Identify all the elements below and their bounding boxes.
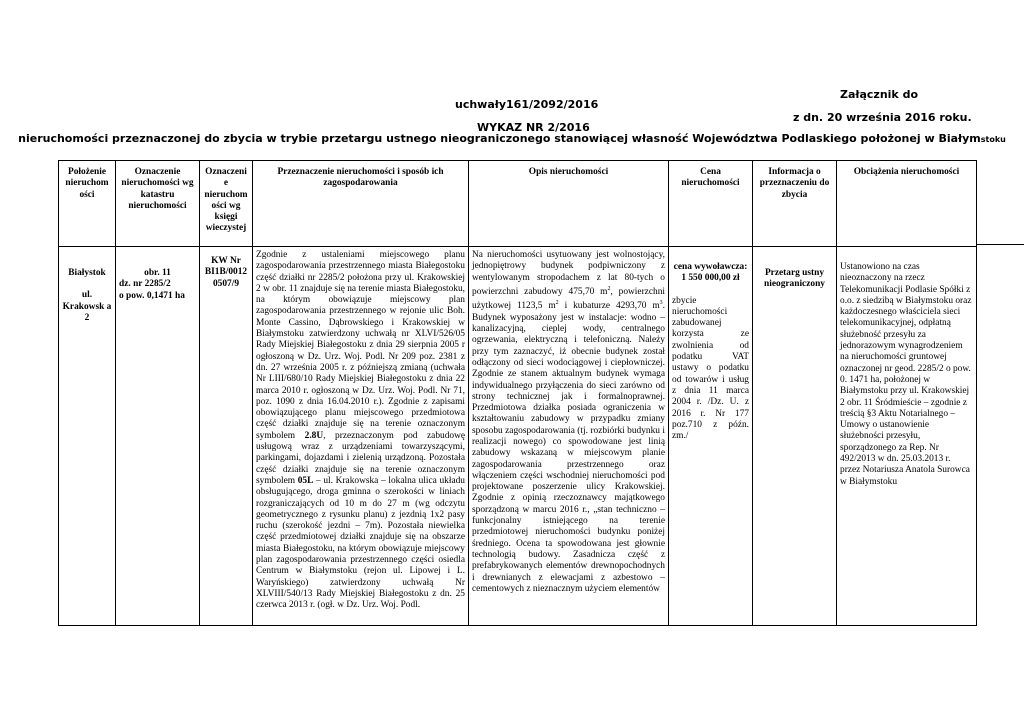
sale-mode: Przetarg ustny nieograniczony	[764, 268, 825, 290]
purpose-symbol-1: 2.8U	[304, 430, 324, 441]
desc-text-2: , powierzchni użytkowej 1123,5 m	[472, 287, 665, 312]
table-edge-rule	[976, 244, 1024, 245]
cell-description	[469, 247, 669, 626]
list-number: WYKAZ NR 2/2016	[477, 121, 590, 134]
col-header-cadastre: Oznaczenie nieruchomości wg katastru nieruchomości	[116, 161, 200, 247]
col-header-description: Opis nieruchomości	[469, 161, 669, 247]
price-value: 1 550 000,00 zł	[681, 273, 740, 284]
cadastre-area: o pow. 0,1471 ha	[119, 290, 185, 301]
purpose-text-1: Zgodnie z ustaleniami miejscowego planu zagospodarowania przestrzennego miasta Białegostoku część działki nr 2285/2 położona przy ul. Krakowskiej 2 w obr. 11 znajduje się na terenie miasta Białegostoku, na którym obowiązuje miejscowy plan zagospodarowania przestrzennego w rejonie ulic Boh. Monte Cassino, Dąbrowskiego i Krakowskiej w Białymstoku zatwierdzony uchwałą nr XLVI/526/05 Rady Miejskiej Białegostoku z dnia 29 sierpnia 2005 r ogłoszoną w Dz. Urz. Woj. Podl. Nr 209 poz. 2381 z dn. 27 września 2005 r. z późniejszą zmianą (uchwała Nr LIII/680/10 Rady Miejskiej Białegostoku z dnia 22 marca 2010 r. ogłoszoną w Dz. Urz. Woj. Podl. Nr 71, poz. 1090 z dnia 16.04.2010 r.). Zgodnie z zapisami obowiązującego planu miejscowego przedmiotowa część działki znajduje się na terenie oznaczonym symbolem	[256, 250, 465, 441]
cell-purpose	[253, 247, 469, 626]
price-vat-note: zbycie nieruchomości zabudowanej korzysta ze zwolnienia od podatku VAT ustawy o podatku od towarów i usług z dnia 11 marca 2004 r. /Dz. U. z 2016 r. Nr 177 poz.710 z późn. zm./	[672, 295, 749, 442]
desc-sup-1: 2	[607, 285, 611, 292]
desc-text-3: i kubaturze 4293,70 m	[558, 301, 660, 312]
purpose-text-2: , przeznaczonym pod zabudowę usługową wraz z urządzeniami towarzyszącymi, parkingami, dojazdami i zielenią urządzoną. Pozostała część działki znajduje się na terenie oznaczonym symbolem	[256, 430, 466, 486]
document-title	[0, 133, 1024, 146]
cell-sale-info	[753, 247, 837, 626]
cell-price	[669, 247, 753, 626]
kw-label: KW Nr	[211, 256, 241, 266]
cadastre-plot: dz. nr 2285/2	[119, 279, 171, 290]
col-header-land-register: Oznaczeni e nieruchom ości wg księgi wieczystej	[200, 161, 253, 247]
title-suffix: stoku	[980, 135, 1006, 144]
location-street: ul. Krakowsk a 2	[62, 290, 112, 323]
attachment-label: Załącznik do	[840, 88, 919, 101]
price-label: cena wywoławcza:	[673, 262, 748, 272]
col-header-sale-info: Informacja o przeznaczeniu do zbycia	[753, 161, 837, 247]
col-header-price: Cena nieruchomości	[669, 161, 753, 247]
table-header-row	[59, 161, 977, 247]
cadastre-precinct: obr. 11	[144, 268, 171, 278]
table-edge-line	[976, 160, 977, 244]
resolution-date: z dn. 20 września 2016 roku.	[793, 111, 972, 124]
property-table	[58, 160, 977, 626]
cell-location	[59, 247, 116, 626]
desc-text-1: Na nieruchomości usytuowany jest wolnostojący, jednopiętrowy budynek podpiwniczony z wentylowanym stropodachem z lat 80-tych o powierzchni zabudowy 475,70 m	[472, 250, 665, 298]
desc-text-4: . Budynek wyposażony jest w instalacje: wodno – kanalizacyjną, cieplej wody, centralnego ogrzewania, elektryczną i telefoniczną. Należy przy tym zaznaczyć, iż obecnie budynek został odłączony od sieci wodociągowej i ciepłowniczej. Zgodnie ze stanem aktualnym budynek wymaga indywidualnego przyłączenia do sieci zarówno od strony technicznej jak i formalnoprawnej. Przedmiotowa działka posiada ograniczenia w kształtowaniu zabudowy w przypadku zmiany sposobu zagospodarowania (tj. rozbiórki budynku i realizacji nowego) co spowodowane jest linią zabudowy wskazaną w miejscowym planie zagospodarowania przestrzennego oraz włączeniem części wschodniej nieruchomości pod projektowane poszerzenie ulicy Krakowskiej. Zgodnie z opinią rzeczoznawcy majątkowego sporządzoną w marcu 2016 r., „stan techniczno – funkcjonalny istniejącego na terenie przedmiotowej nieruchomości budynku poniżej średniego. Ocena ta spowodowana jest głownie technologią budowy. Zasadnicza część z prefabrykowanych elementów drewnopochodnych i drewnianych z elewacjami z azbestowo – cementowych z nieznacznym użyciem elementów	[472, 301, 666, 594]
kw-number: BI1B/0012 0507/9	[204, 267, 248, 289]
resolution-number: uchwały161/2092/2016	[455, 98, 599, 111]
cell-cadastre	[116, 247, 200, 626]
encumbrance-text: Ustanowiono na czas nieoznaczony na rzecz Telekomunikacji Podlasie Spółki z o.o. z siedzibą w Białymstoku oraz każdoczesnego właściciela sieci telekomunikacyjnej, odpłatną służebność przesyłu za jednorazowym wynagrodzeniem na nieruchomości gruntowej oznaczonej nr geod. 2285/2 o pow. 0. 1471 ha, położonej w Białymstoku przy ul. Krakowskiej 2 obr. 11 Śródmieście – zgodnie z treścią §3 Aktu Notarialnego – Umowy o ustanowienie służebności przesyłu, sporządzonego za Rep. Nr 492/2013 w dn. 25.03.2013 r. przez Notariusza Anatola Surowca w Białymstoku	[840, 262, 972, 487]
purpose-text-3: – ul. Krakowska – lokalna ulica układu obsługującego, droga gminna o szerokości w liniach rozgraniczających od 10 m do 27 m (wg odczytu geometrycznego z rysunku planu) z jezdnią 1x2 pasy ruchu (szerokość jezdni – 7m). Pozostała niewielka część przedmiotowej działki znajduje się na obszarze miasta Białegostoku, na którym obowiązuje miejscowy plan zagospodarowania przestrzennego części osiedla Centrum w Białymstoku (rejon ul. Lipowej i L. Waryńskiego) zatwierdzony uchwałą Nr XLVIII/540/13 Rady Miejskiej Białegostoku z dn. 25 czerwca 2013 r. (ogł. w Dz. Urz. Woj. Podl.	[256, 475, 465, 611]
col-header-purpose: Przeznaczenie nieruchomości i sposób ich zagospodarowania	[253, 161, 469, 247]
purpose-symbol-2: 05L	[297, 475, 314, 486]
cell-land-register	[200, 247, 253, 626]
col-header-location: Położenie nieruchom ości	[59, 161, 116, 247]
desc-sup-3: 3	[659, 300, 663, 307]
title-main: nieruchomości przeznaczonej do zbycia w trybie przetargu ustnego nieograniczonego stanowiącej własność Województwa Podlaskiego położonej w Białym	[18, 132, 981, 145]
location-city: Białystok	[68, 268, 106, 278]
cell-encumbrance	[837, 247, 977, 626]
desc-sup-2: 2	[555, 300, 559, 307]
table-row	[59, 247, 977, 626]
col-header-encumbrance: Obciążenia nieruchomości	[837, 161, 977, 247]
